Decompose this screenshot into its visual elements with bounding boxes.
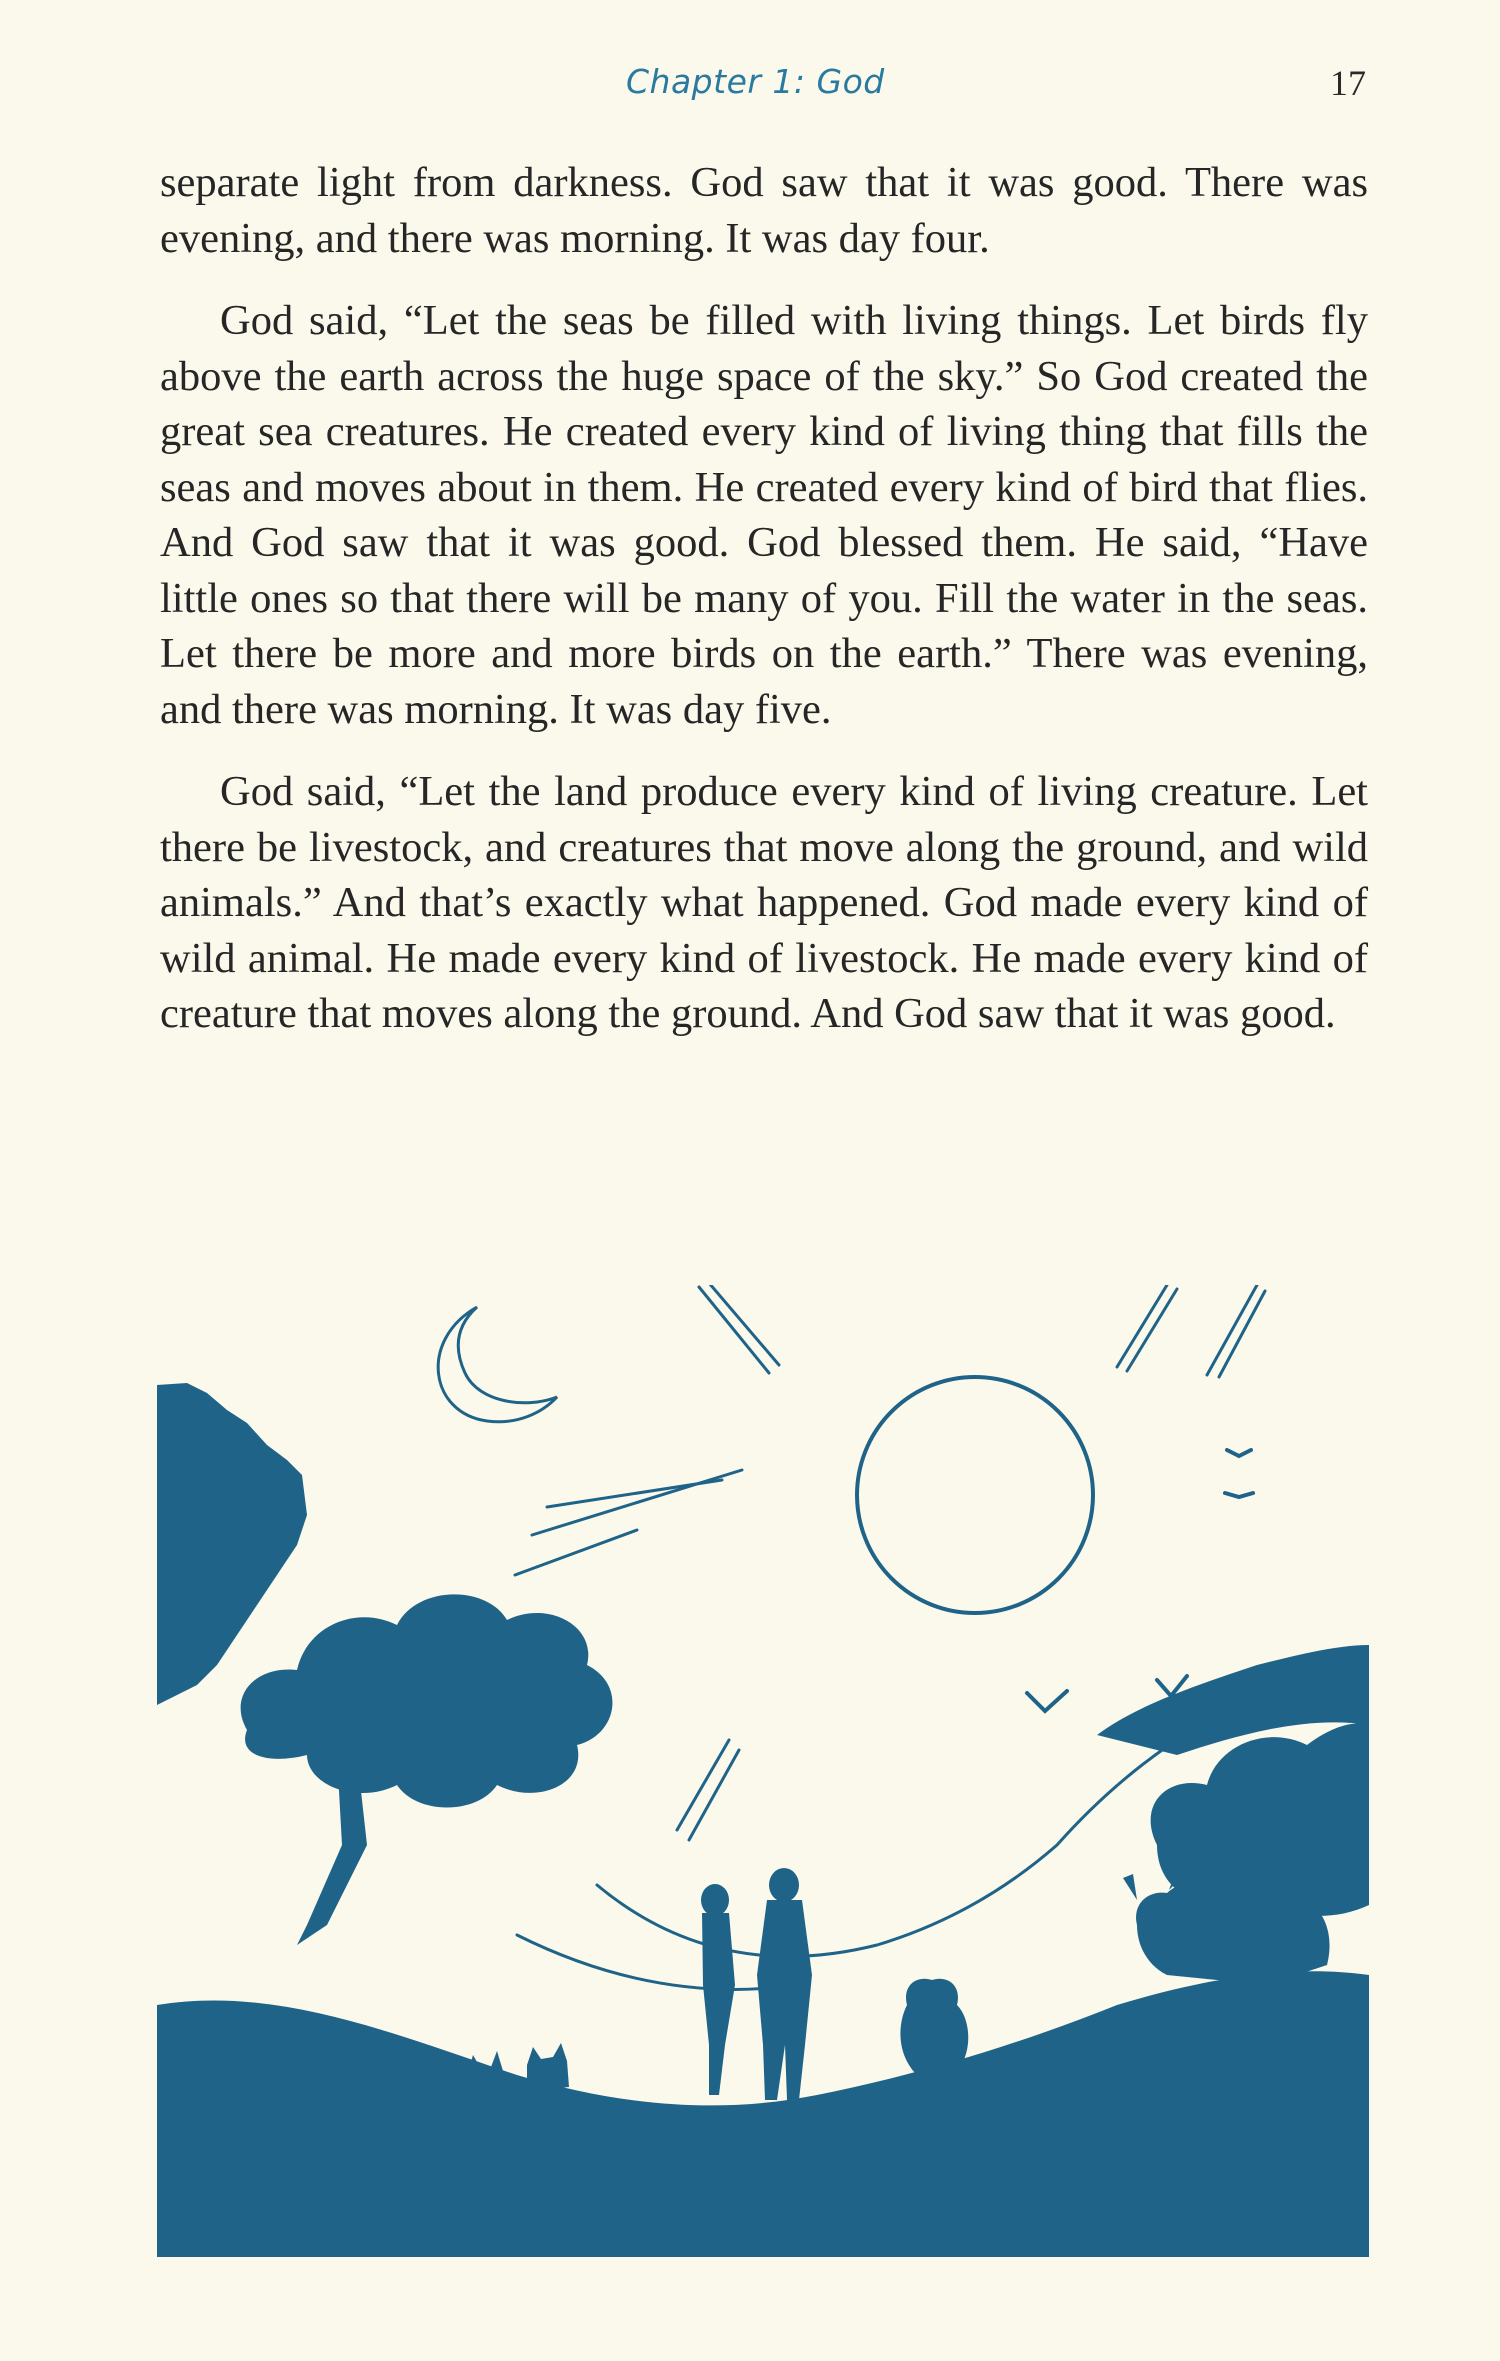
- left-tree-canopy: [241, 1594, 613, 1807]
- paragraph-3: God said, “Let the land produce every kind of living creature. Let there be livestock, and creatures that move along the ground, and wild animals.” And that’s exactly what happened. God made every kind of wild animal. He made every kind of livestock. He made every kind of creature that moves along the ground. And God saw that it was good.: [160, 768, 1368, 1037]
- paragraph-1: separate light from darkness. God saw that it was good. There was evening, and there was morning. It was day four.: [160, 159, 1368, 262]
- cliff-silhouette: [157, 1383, 307, 1705]
- crescent-moon-icon: [438, 1307, 557, 1422]
- adam-and-eve-silhouette: [701, 1868, 812, 2100]
- monkey-silhouette: [900, 1979, 968, 2075]
- creation-illustration: [157, 1285, 1369, 2257]
- sun-icon: [857, 1377, 1093, 1613]
- running-head: [0, 62, 1500, 112]
- paragraph-2: God said, “Let the seas be filled with living things. Let birds fly above the earth across the huge space of the sky.” So God created the great sea creatures. He created every kind of living thing that fills the seas and moves about in them. He created every kind of bird that flies. And God saw that it was good. God blessed them. He said, “Have little ones so that there will be many of you. Fill the water in the seas. Let there be more and more birds on the earth.” There was evening, and there was morning. It was day five.: [160, 297, 1368, 733]
- body-text: [160, 155, 1368, 1069]
- chapter-title: Chapter 1: God: [626, 62, 885, 101]
- page-number: 17: [1330, 63, 1366, 103]
- birds-icon: [1027, 1450, 1253, 1711]
